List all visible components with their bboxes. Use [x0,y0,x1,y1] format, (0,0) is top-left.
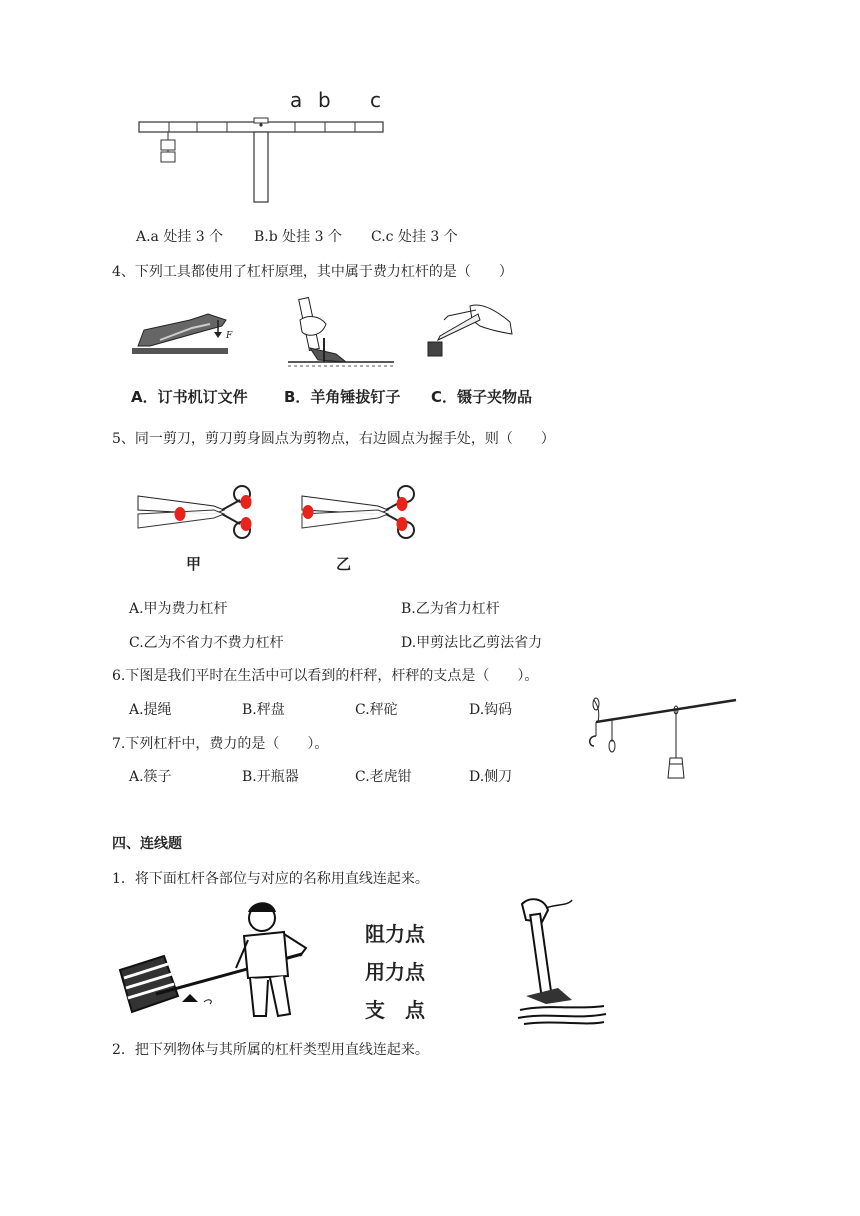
steelyard-image [584,696,738,788]
q4-caption-c: C．镊子夹物品 [431,388,533,406]
q5-option-d: D.甲剪法比乙剪法省力 [401,635,543,651]
section-title: 四、连线题 [112,836,182,852]
q3-option-b: B.b 处挂 3 个 [254,229,342,245]
q7-option-d: D.侧刀 [469,769,513,785]
q5-stem: 5、同一剪刀，剪刀剪身圆点为剪物点，右边圆点为握手处，则（ ） [112,431,555,447]
q6-stem: 6.下图是我们平时在生活中可以看到的杆秤，杆秤的支点是（ ）。 [112,668,539,684]
lever-label-b: b [318,88,331,112]
q3-option-a: A.a 处挂 3 个 [136,229,224,245]
q7-stem: 7.下列杠杆中，费力的是（ ）。 [112,736,329,752]
stapler-image [130,308,240,362]
q5-option-b: B.乙为省力杠杆 [401,601,500,617]
q3-option-c: C.c 处挂 3 个 [371,229,458,245]
tweezers-image [420,298,520,362]
term-fulcrum: 支 点 [365,998,425,1022]
hammer-pulling-nail-image [516,892,608,1028]
scissors-label-jia: 甲 [186,555,202,573]
lever-label-a: a [290,88,303,112]
q6-option-d: D.钩码 [469,702,513,718]
lever-label-c: c [370,88,381,112]
q7-option-b: B.开瓶器 [242,769,299,785]
man-prying-rock-image [116,898,326,1028]
matching-item-2: 2．把下列物体与其所属的杠杆类型用直线连起来。 [112,1042,429,1058]
claw-hammer-image [288,296,396,372]
term-resistance-point: 阻力点 [365,922,425,946]
term-effort-point: 用力点 [365,960,425,984]
scissors-yi-image [298,482,422,542]
q6-option-b: B.秤盘 [242,702,285,718]
q6-option-a: A.提绳 [129,702,172,718]
q5-option-a: A.甲为费力杠杆 [129,601,228,617]
q5-option-c: C.乙为不省力不费力杠杆 [129,635,284,651]
q4-caption-a: A．订书机订文件 [131,388,248,406]
lever-balance-figure [135,88,395,208]
q4-caption-b: B．羊角锤拔钉子 [284,388,401,406]
q6-option-c: C.秤砣 [355,702,398,718]
force-label: F [226,331,233,341]
scissors-jia-image [134,482,258,542]
matching-item-1: 1．将下面杠杆各部位与对应的名称用直线连起来。 [112,871,429,887]
q7-option-a: A.筷子 [129,769,172,785]
q7-option-c: C.老虎钳 [355,769,412,785]
scissors-label-yi: 乙 [336,555,352,573]
q4-stem: 4、下列工具都使用了杠杆原理，其中属于费力杠杆的是（ ） [112,264,513,280]
